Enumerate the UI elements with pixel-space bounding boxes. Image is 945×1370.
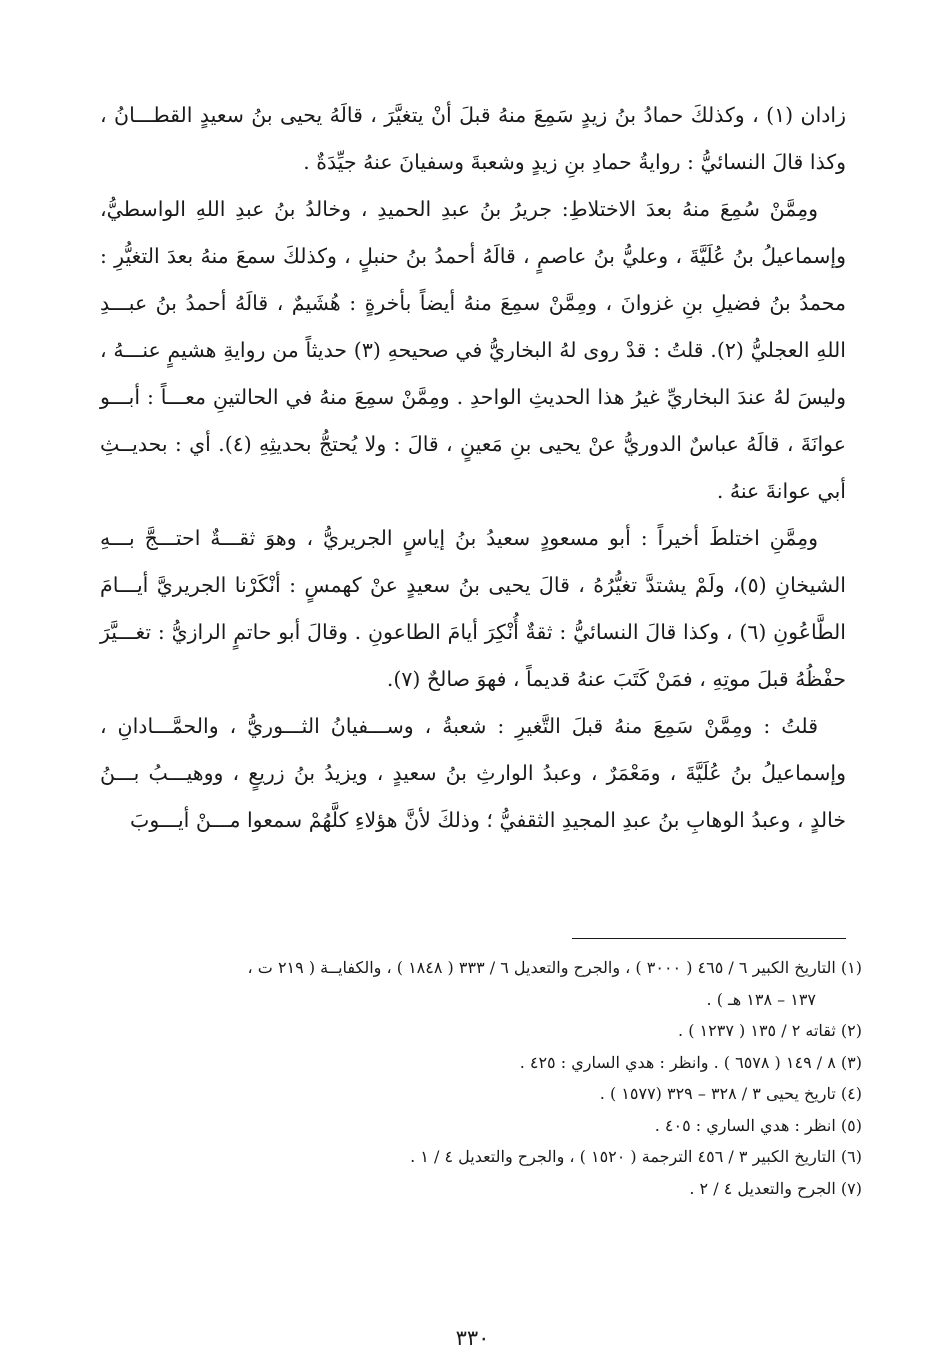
footnote-7: (٧) الجرح والتعديل ٤ / ٢ . bbox=[689, 1178, 862, 1198]
paragraph-3: ومِمَّنِ اختلطَ أخيراً : أبو مسعودٍ سعيدُ بنُ إياسٍ الجريريُّ ، وهوَ ثقـــةٌ احتـــجَّ بـــهِ الشيخانِ (٥)، ولَمْ يشتدَّ تغيُّرُهُ ، قالَ يحيى بنُ سعيدٍ عنْ كهمسٍ : أنْكَرْنا الجريريَّ أيـــامَ الطَّاعُونِ (٦) ، وكذا قالَ النسائيُّ : ثقةٌ أُنْكِرَ أيامَ الطاعونِ . وقالَ أبو حاتمٍ الرازيُّ : تغـــيَّرَ حفْظُهُ قبلَ موتِهِ ، فمَنْ كَتَبَ عنهُ قديماً ، فهوَ صالحٌ (٧). bbox=[100, 526, 847, 691]
footnote-6: (٦) التاريخ الكبير ٣ / ٤٥٦ الترجمة ( ١٥٢٠ ) ، والجرح والتعديل ٤ / ١ . bbox=[410, 1147, 862, 1166]
footnote-5: (٥) انظر : هدي الساري : ٤٠٥ . bbox=[654, 1115, 862, 1135]
main-text bbox=[100, 92, 846, 844]
footnote-3: (٣) ٨ / ١٤٩ ( ٦٥٧٨ ) . وانظر : هدي الساري : ٤٢٥ . bbox=[519, 1052, 862, 1072]
paragraph-1: زادان (١) ، وكذلكَ حمادُ بنُ زيدٍ سَمِعَ منهُ قبلَ أنْ يتغيَّرَ ، قالَهُ يحيى بنُ سعيدٍ القطـــانُ ، وكذا قالَ النسائيُّ : روايةُ حمادِ بنِ زيدٍ وشعبةَ وسفيانَ عنهُ جيِّدَةٌ . bbox=[100, 103, 846, 174]
footnotes bbox=[100, 952, 862, 1204]
footnote-1: (١) التاريخ الكبير ٦ / ٤٦٥ ( ٣٠٠٠ ) ، والجرح والتعديل ٦ / ٣٣٣ ( ١٨٤٨ ) ، والكفايــة ( ٢١٩ ت ، bbox=[247, 958, 862, 977]
footnote-separator bbox=[572, 938, 846, 939]
footnote-2: (٢) ثقاته ٢ / ١٣٥ ( ١٢٣٧ ) . bbox=[678, 1021, 862, 1040]
paragraph-2: ومِمَّنْ سُمِعَ منهُ بعدَ الاختلاطِ: جريرُ بنُ عبدِ الحميدِ ، وخالدُ بنُ عبدِ اللهِ الواسطيُّ، وإسماعيلُ بنُ عُلَيَّةَ ، وعليُّ بنُ عاصمٍ ، قالَهُ أحمدُ بنُ حنبلٍ ، وكذلكَ سمعَ منهُ بعدَ التغيُّرِ : محمدُ بنُ فضيلِ بنِ غزوانَ ، ومِمَّنْ سمِعَ منهُ أيضاً بأخرةٍ : هُشَيمٌ ، قالَهُ أحمدُ بنُ عبـــدِ اللهِ العجليُّ (٢). قلتُ : قدْ روى لهُ البخاريُّ في صحيحهِ (٣) حديثاً من روايةِ هشيمٍ عنـــهُ ، وليسَ لهُ عندَ البخاريِّ غيرُ هذا الحديثِ الواحدِ . ومِمَّنْ سمِعَ منهُ في الحالتينِ معـــاً : أبـــو عوانَةَ ، قالَهُ عباسٌ الدوريُّ عنْ يحيى بنِ مَعينٍ ، قالَ : ولا يُحتجُّ بحديثِهِ (٤). أي : بحديــثِ أبي عوانةَ عنهُ . bbox=[100, 197, 846, 503]
footnote-4: (٤) تاريخ يحيى ٣ / ٣٢٨ – ٣٢٩ (١٥٧٧ ) . bbox=[599, 1084, 862, 1103]
page-number: ٣٣٠ bbox=[455, 1326, 490, 1350]
footnote-1-continuation: ١٣٧ – ١٣٨ هـ ) . bbox=[706, 989, 816, 1009]
paragraph-4: قلتُ : ومِمَّنْ سَمِعَ منهُ قبلَ التَّغيرِ : شعبةُ ، وســـفيانُ الثـــوريُّ ، والحمَّـــادانِ ، وإسماعيلُ بنُ عُلَيَّةَ ، ومَعْمَرٌ ، وعبدُ الوارثِ بنُ سعيدٍ ، ويزيدُ بنُ زريعٍ ، ووهيـــبُ بـــنُ خالدٍ ، وعبدُ الوهابِ بنُ عبدِ المجيدِ الثقفيُّ ؛ وذلكَ لأنَّ هؤلاءِ كلَّهُمْ سمعوا مـــنْ أيـــوبَ bbox=[100, 714, 846, 832]
